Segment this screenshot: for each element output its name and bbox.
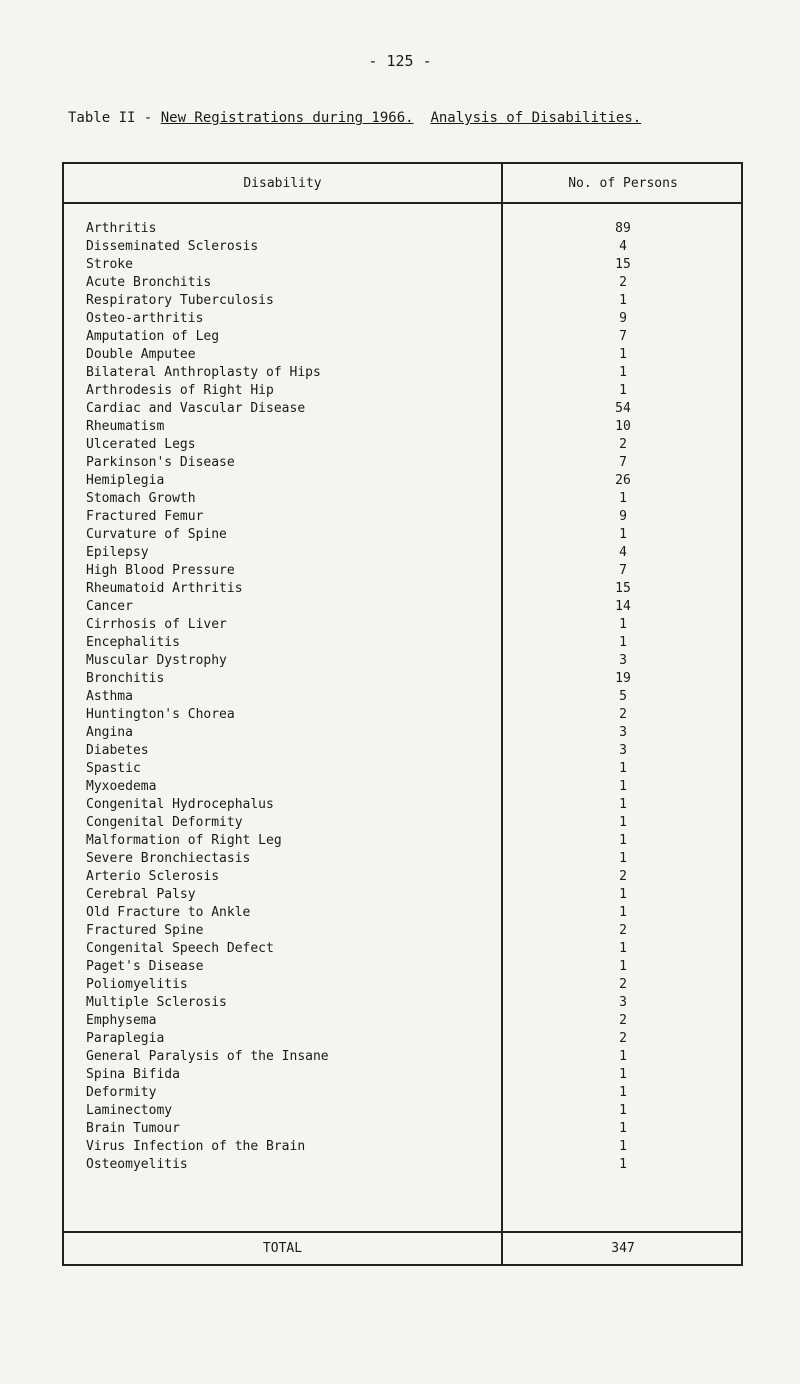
- person-count: 3: [619, 743, 627, 758]
- person-count: 2: [619, 1013, 627, 1028]
- table-row: [62, 562, 743, 580]
- person-count: 1: [619, 1049, 627, 1064]
- person-count: 1: [619, 959, 627, 974]
- table-row: [62, 346, 743, 364]
- person-count: 1: [619, 1121, 627, 1136]
- person-count: 1: [619, 617, 627, 632]
- person-count: 15: [615, 581, 631, 596]
- disability-name: Asthma: [86, 689, 133, 704]
- disability-name: Hemiplegia: [86, 473, 165, 488]
- person-count: 54: [615, 401, 631, 416]
- disability-name: Congenital Speech Defect: [86, 941, 274, 956]
- disability-name: Poliomyelitis: [86, 977, 188, 992]
- person-count: 1: [619, 1067, 627, 1082]
- column-header-disability: Disability: [243, 176, 322, 191]
- person-count: 2: [619, 923, 627, 938]
- person-count: 1: [619, 365, 627, 380]
- disability-name: Double Amputee: [86, 347, 196, 362]
- person-count: 26: [615, 473, 631, 488]
- person-count: 1: [619, 491, 627, 506]
- table-row: [62, 616, 743, 634]
- table-row: [62, 634, 743, 652]
- disability-name: Spastic: [86, 761, 141, 776]
- person-count: 1: [619, 527, 627, 542]
- person-count: 9: [619, 509, 627, 524]
- table-row: [62, 832, 743, 850]
- disability-name: Arthrodesis of Right Hip: [86, 383, 274, 398]
- disability-name: Diabetes: [86, 743, 149, 758]
- table-row: [62, 1138, 743, 1156]
- disability-name: Malformation of Right Leg: [86, 833, 282, 848]
- person-count: 2: [619, 1031, 627, 1046]
- person-count: 2: [619, 437, 627, 452]
- table-row: [62, 310, 743, 328]
- person-count: 3: [619, 995, 627, 1010]
- person-count: 1: [619, 1157, 627, 1172]
- disability-name: Angina: [86, 725, 133, 740]
- person-count: 1: [619, 851, 627, 866]
- table-row: [62, 220, 743, 238]
- disability-name: Brain Tumour: [86, 1121, 180, 1136]
- disability-name: Osteomyelitis: [86, 1157, 188, 1172]
- table-row: [62, 724, 743, 742]
- disability-name: Arthritis: [86, 221, 157, 236]
- person-count: 4: [619, 545, 627, 560]
- disability-name: Bronchitis: [86, 671, 165, 686]
- disability-name: Emphysema: [86, 1013, 157, 1028]
- table-row: [62, 868, 743, 886]
- person-count: 1: [619, 761, 627, 776]
- disability-name: Encephalitis: [86, 635, 180, 650]
- disability-name: Myxoedema: [86, 779, 157, 794]
- table-row: [62, 490, 743, 508]
- person-count: 1: [619, 293, 627, 308]
- disability-name: Old Fracture to Ankle: [86, 905, 251, 920]
- table-row: [62, 400, 743, 418]
- disability-name: Fractured Spine: [86, 923, 204, 938]
- person-count: 1: [619, 1103, 627, 1118]
- table-row: [62, 886, 743, 904]
- table-row: [62, 1102, 743, 1120]
- disability-name: Epilepsy: [86, 545, 149, 560]
- person-count: 2: [619, 707, 627, 722]
- person-count: 1: [619, 779, 627, 794]
- table-row: [62, 796, 743, 814]
- table-row: [62, 922, 743, 940]
- table-title-analysis: Analysis of Disabilities.: [430, 110, 642, 126]
- table-row: [62, 940, 743, 958]
- table-row: [62, 598, 743, 616]
- person-count: 3: [619, 725, 627, 740]
- disability-name: Muscular Dystrophy: [86, 653, 227, 668]
- table-row: [62, 328, 743, 346]
- table-row: [62, 814, 743, 832]
- disability-name: Laminectomy: [86, 1103, 173, 1118]
- disability-name: Huntington's Chorea: [86, 707, 235, 722]
- person-count: 1: [619, 1085, 627, 1100]
- header-rule: [62, 202, 743, 204]
- table-row: [62, 418, 743, 436]
- table-row: [62, 544, 743, 562]
- person-count: 15: [615, 257, 631, 272]
- table-row: [62, 670, 743, 688]
- table-row: [62, 958, 743, 976]
- person-count: 1: [619, 1139, 627, 1154]
- page-number: - 125 -: [368, 52, 432, 70]
- person-count: 7: [619, 455, 627, 470]
- person-count: 2: [619, 869, 627, 884]
- table-row: [62, 904, 743, 922]
- table-row: [62, 1084, 743, 1102]
- person-count: 14: [615, 599, 631, 614]
- disability-name: Spina Bifida: [86, 1067, 180, 1082]
- disability-name: Curvature of Spine: [86, 527, 227, 542]
- table-row: [62, 760, 743, 778]
- table-row: [62, 436, 743, 454]
- table-title-prefix: Table II -: [68, 110, 161, 126]
- disability-name: Bilateral Anthroplasty of Hips: [86, 365, 321, 380]
- disability-name: Paraplegia: [86, 1031, 165, 1046]
- table-row: [62, 706, 743, 724]
- table-row: [62, 778, 743, 796]
- table-row: [62, 292, 743, 310]
- person-count: 1: [619, 383, 627, 398]
- person-count: 10: [615, 419, 631, 434]
- table-row: [62, 580, 743, 598]
- table-row: [62, 688, 743, 706]
- table-row: [62, 364, 743, 382]
- person-count: 7: [619, 563, 627, 578]
- table-title-main: New Registrations during 1966.: [160, 110, 414, 126]
- table-row: [62, 526, 743, 544]
- person-count: 1: [619, 815, 627, 830]
- person-count: 1: [619, 347, 627, 362]
- disability-name: Congenital Hydrocephalus: [86, 797, 274, 812]
- disability-list: [62, 220, 743, 1174]
- person-count: 5: [619, 689, 627, 704]
- table-row: [62, 382, 743, 400]
- disability-name: Cardiac and Vascular Disease: [86, 401, 306, 416]
- person-count: 2: [619, 977, 627, 992]
- table-row: [62, 1012, 743, 1030]
- disability-name: Deformity: [86, 1085, 157, 1100]
- disability-name: Paget's Disease: [86, 959, 204, 974]
- table-row: [62, 994, 743, 1012]
- disability-name: Virus Infection of the Brain: [86, 1139, 306, 1154]
- disability-name: Acute Bronchitis: [86, 275, 212, 290]
- person-count: 89: [615, 221, 631, 236]
- disability-name: Fractured Femur: [86, 509, 204, 524]
- table-row: [62, 238, 743, 256]
- table-row: [62, 1120, 743, 1138]
- disability-name: High Blood Pressure: [86, 563, 235, 578]
- table-row: [62, 1048, 743, 1066]
- disability-name: Congenital Deformity: [86, 815, 243, 830]
- total-rule: [62, 1231, 743, 1233]
- disability-name: Stomach Growth: [86, 491, 196, 506]
- person-count: 1: [619, 635, 627, 650]
- disability-name: Respiratory Tuberculosis: [86, 293, 274, 308]
- disability-name: Stroke: [86, 257, 133, 272]
- person-count: 1: [619, 905, 627, 920]
- disability-name: General Paralysis of the Insane: [86, 1049, 329, 1064]
- person-count: 2: [619, 275, 627, 290]
- disability-name: Multiple Sclerosis: [86, 995, 227, 1010]
- disability-name: Ulcerated Legs: [86, 437, 196, 452]
- table-row: [62, 850, 743, 868]
- table-row: [62, 508, 743, 526]
- person-count: 1: [619, 887, 627, 902]
- table-row: [62, 652, 743, 670]
- table-row: [62, 976, 743, 994]
- disability-name: Amputation of Leg: [86, 329, 220, 344]
- table-row: [62, 1066, 743, 1084]
- table-row: [62, 742, 743, 760]
- person-count: 9: [619, 311, 627, 326]
- person-count: 1: [619, 833, 627, 848]
- total-value: 347: [611, 1241, 635, 1256]
- disability-name: Cirrhosis of Liver: [86, 617, 227, 632]
- person-count: 1: [619, 941, 627, 956]
- person-count: 3: [619, 653, 627, 668]
- disability-name: Cancer: [86, 599, 133, 614]
- disability-name: Disseminated Sclerosis: [86, 239, 259, 254]
- table-row: [62, 1156, 743, 1174]
- table-row: [62, 472, 743, 490]
- table-row: [62, 1030, 743, 1048]
- person-count: 4: [619, 239, 627, 254]
- table-row: [62, 256, 743, 274]
- disability-name: Parkinson's Disease: [86, 455, 235, 470]
- disability-name: Osteo-arthritis: [86, 311, 204, 326]
- table-row: [62, 274, 743, 292]
- column-header-count: No. of Persons: [568, 176, 678, 191]
- person-count: 7: [619, 329, 627, 344]
- disability-name: Rheumatoid Arthritis: [86, 581, 243, 596]
- person-count: 1: [619, 797, 627, 812]
- table-row: [62, 454, 743, 472]
- disability-name: Rheumatism: [86, 419, 165, 434]
- disability-name: Arterio Sclerosis: [86, 869, 220, 884]
- person-count: 19: [615, 671, 631, 686]
- table-title: [68, 110, 641, 126]
- disability-name: Cerebral Palsy: [86, 887, 196, 902]
- disability-name: Severe Bronchiectasis: [86, 851, 251, 866]
- total-label: TOTAL: [262, 1241, 303, 1256]
